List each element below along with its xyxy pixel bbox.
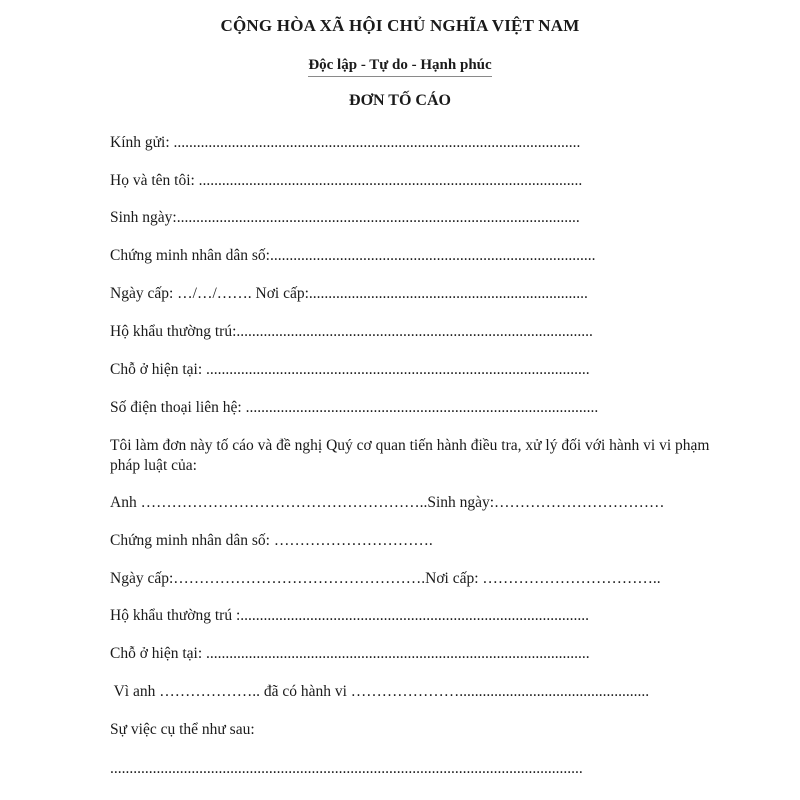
document-title: ĐƠN TỐ CÁO (349, 92, 451, 109)
facts-line: .......................................................................................................................... (110, 760, 583, 777)
national-motto-text: Độc lập - Tự do - Hạnh phúc (308, 57, 491, 77)
accused-id-number: Chứng minh nhân dân số: …………………………. (110, 532, 433, 549)
field-recipient: Kính gửi: ......................................................................................................... (110, 134, 581, 151)
field-current-address: Chỗ ở hiện tại: ................................................................................................... (110, 361, 590, 378)
field-phone: Số điện thoại liên hệ: ........................................................................................... (110, 399, 599, 416)
field-birth-date: Sinh ngày:........................................................................................................ (110, 209, 580, 226)
field-issue-date-place: Ngày cấp: …/…/……. Nơi cấp:........................................................................ (110, 285, 588, 302)
field-id-number: Chứng minh nhân dân số:.................................................................................... (110, 247, 596, 264)
facts-label: Sự việc cụ thể như sau: (110, 721, 255, 738)
statement-paragraph: Tôi làm đơn này tố cáo và đề nghị Quý cơ quan tiến hành điều tra, xử lý đối với hành vi vi phạm pháp luật của: (110, 437, 710, 474)
accused-issue-date-place: Ngày cấp:………………………………………….Nơi cấp: …………………………….. (110, 570, 661, 587)
national-motto (0, 57, 800, 77)
national-title: CỘNG HÒA XÃ HỘI CHỦ NGHĨA VIỆT NAM (220, 16, 580, 35)
field-permanent-address: Hộ khẩu thường trú:............................................................................................ (110, 323, 593, 340)
accused-current-address: Chỗ ở hiện tại: ................................................................................................... (110, 645, 590, 662)
accused-name-birth: Anh ………………………………………………..Sinh ngày:…………………………… (110, 494, 665, 511)
accused-permanent-address: Hộ khẩu thường trú :.......................................................................................... (110, 607, 590, 624)
field-full-name: Họ và tên tôi: ................................................................................................... (110, 172, 583, 189)
accused-behavior: Vì anh ……………….. đã có hành vi …………………................................................. (110, 683, 650, 700)
